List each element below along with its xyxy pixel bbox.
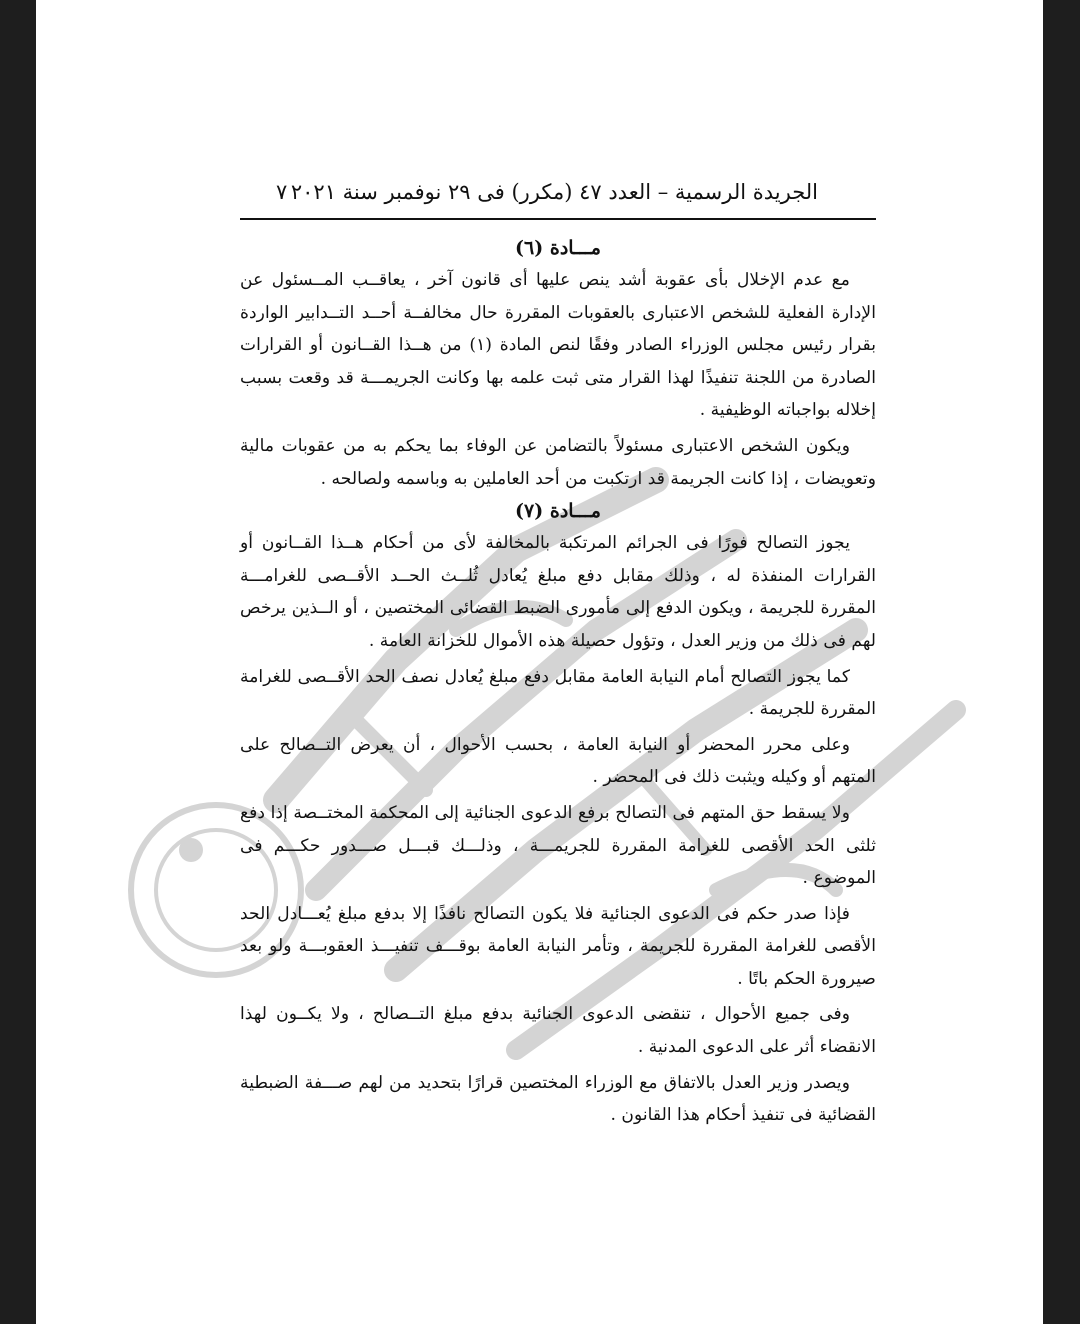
paragraph: وعلى محرر المحضر أو النيابة العامة ، بحسب الأحوال ، أن يعرض التــصالح على المتهم أو وكيله ويثبت ذلك فى المحضر . bbox=[240, 734, 876, 788]
paragraph: وفى جميع الأحوال ، تنقضى الدعوى الجنائية بدفع مبلغ التــصالح ، ولا يكــون لهذا الانقضاء أثر على الدعوى المدنية . bbox=[240, 1004, 876, 1058]
page-header bbox=[240, 176, 876, 220]
paragraph: ولا يسقط حق المتهم فى التصالح برفع الدعوى الجنائية إلى المحكمة المختــصة إذا دفع ثلثى الحد الأقصى للغرامة المقررة للجريمـــة ، وذلـــك قبـــل صـــدور حكـــم فى الموضوع . bbox=[240, 802, 876, 889]
paragraph: يجوز التصالح فورًا فى الجرائم المرتكبة بالمخالفة لأى من أحكام هــذا القــانون أو القرارات المنفذة له ، وذلك مقابل دفع مبلغ يُعادل ثُلــث الحــد الأقــصى للغرامـــة المقررة للجريمة ، ويكون الدفع إلى مأمورى الضبط القضائى المختصين ، أو الــذين يرخص لهم فى ذلك من وزير العدل ، وتؤول حصيلة هذه الأموال للخزانة العامة . bbox=[240, 533, 876, 651]
paragraph: فإذا صدر حكم فى الدعوى الجنائية فلا يكون التصالح نافذًا إلا بدفع مبلغ يُعـــادل الحد الأقصى للغرامة المقررة للجريمة ، وتأمر النيابة العامة بوقـــف تنفيـــذ العقوبـــة ولو بعد صيرورة الحكم باتًا . bbox=[240, 903, 876, 989]
document-body bbox=[240, 232, 876, 1132]
article-7 bbox=[240, 495, 876, 1132]
paragraph: كما يجوز التصالح أمام النيابة العامة مقابل دفع مبلغ يُعادل نصف الحد الأقــصى للغرامة المقررة للجريمة . bbox=[240, 666, 876, 720]
paragraph: ويصدر وزير العدل بالاتفاق مع الوزراء المختصين قرارًا بتحديد من لهم صـــفة الضبطية القضائية فى تنفيذ أحكام هذا القانون . bbox=[240, 1072, 876, 1126]
article-heading: مـــادة (٧) bbox=[515, 500, 601, 523]
document-page bbox=[36, 0, 1043, 1324]
paragraph: ويكون الشخص الاعتبارى مسئولاً بالتضامن عن الوفاء بما يحكم به من عقوبات مالية وتعويضات ، إذا كانت الجريمة قد ارتكبت من أحد العاملين به وباسمه ولصالحه . bbox=[240, 435, 876, 489]
article-heading: مـــادة (٦) bbox=[515, 237, 601, 259]
page-number: ٧ bbox=[276, 180, 288, 204]
gazette-title: الجريدة الرسمية – العدد ٤٧ (مكرر) فى ٢٩ نوفمبر سنة ٢٠٢١ bbox=[290, 180, 818, 204]
paragraph: مع عدم الإخلال بأى عقوبة أشد ينص عليها أى قانون آخر ، يعاقــب المــسئول عن الإدارة الفعلية للشخص الاعتبارى بالعقوبات المقررة حال مخالفــة أحــد التــدابير الواردة بقرار رئيس مجلس الوزراء الصادر وفقًا لنص المادة (١) من هــذا القــانون أو القرارات الصادرة من اللجنة تنفيذًا لهذا القرار متى ثبت علمه بها وكانت الجريمـــة قد وقعت بسبب إخلاله بواجباته الوظيفية . bbox=[240, 270, 877, 421]
article-6 bbox=[240, 232, 876, 495]
